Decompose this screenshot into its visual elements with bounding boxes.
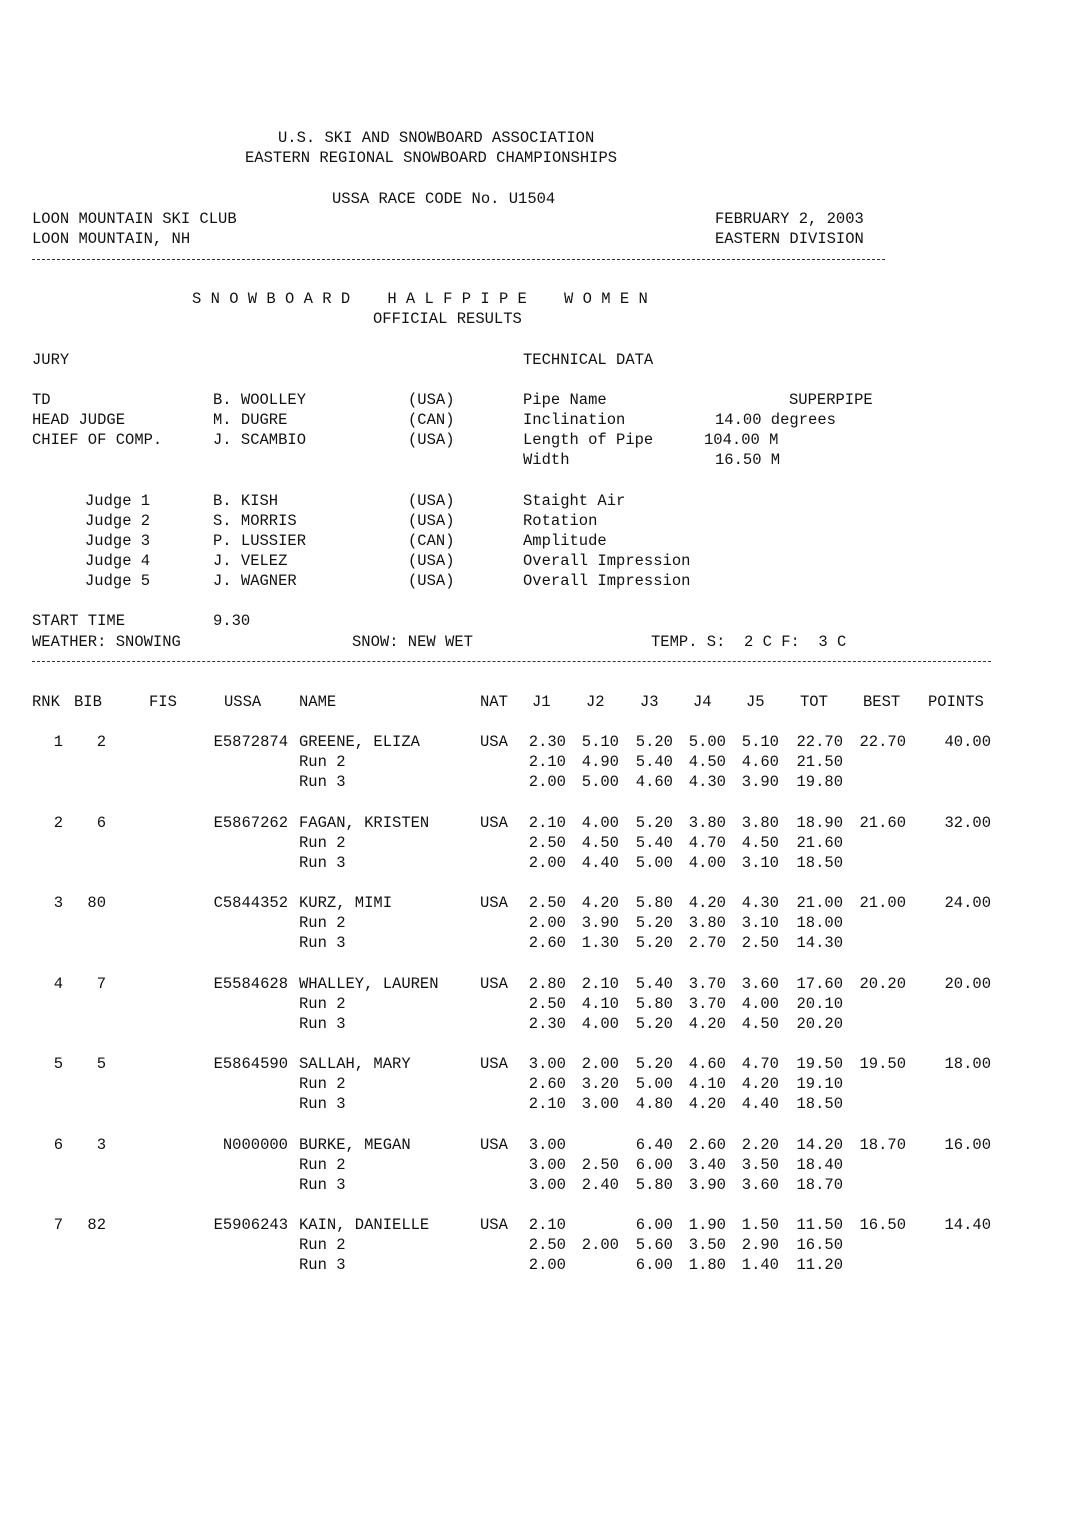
judge-score-j4: 5.00	[688, 733, 726, 751]
judge-score-j4: 3.40	[688, 1156, 726, 1174]
run-total: 18.00	[796, 914, 843, 932]
judge-score-j1: 2.10	[528, 1095, 566, 1113]
judge-score-j4: 4.30	[688, 773, 726, 791]
judge-score-j5: 4.60	[741, 753, 779, 771]
judge-score-j5: 3.80	[741, 814, 779, 832]
judge-criterion: Staight Air	[523, 492, 626, 510]
length-label: Length of Pipe	[523, 431, 654, 449]
judge-score-j3: 5.80	[635, 995, 673, 1013]
race-code: USSA RACE CODE No. U1504	[332, 190, 556, 208]
run-label: Run 2	[299, 995, 346, 1013]
judge-score-j4: 3.50	[688, 1236, 726, 1254]
pipe-name: SUPERPIPE	[789, 391, 873, 409]
official-nat: (CAN)	[408, 411, 455, 429]
run-total: 22.70	[796, 733, 843, 751]
judge-score-j2: 4.20	[581, 894, 619, 912]
run-label: Run 2	[299, 914, 346, 932]
judge-score-j5: 4.40	[741, 1095, 779, 1113]
judge-score-j1: 3.00	[528, 1136, 566, 1154]
result-points: 24.00	[944, 894, 991, 912]
judge-score-j4: 3.90	[688, 1176, 726, 1194]
judge-score-j5: 1.50	[741, 1216, 779, 1234]
judge-criterion: Overall Impression	[523, 572, 691, 590]
judge-score-j5: 5.10	[741, 733, 779, 751]
judge-score-j2: 4.10	[581, 995, 619, 1013]
judge-score-j4: 4.20	[688, 1095, 726, 1113]
column-header-j2: J2	[586, 693, 605, 711]
judge-score-j2: 3.00	[581, 1095, 619, 1113]
result-rank: 6	[53, 1136, 63, 1154]
judge-score-j1: 2.80	[528, 975, 566, 993]
judge-score-j4: 3.80	[688, 814, 726, 832]
run-total: 20.20	[796, 1015, 843, 1033]
result-ussa-code: C5844352	[213, 894, 288, 912]
judge-score-j2: 5.10	[581, 733, 619, 751]
judge-score-j3: 5.40	[635, 753, 673, 771]
judge-score-j1: 2.30	[528, 1015, 566, 1033]
judge-score-j5: 4.70	[741, 1055, 779, 1073]
judge-nat: (USA)	[408, 552, 455, 570]
run-total: 19.50	[796, 1055, 843, 1073]
judge-name: J. WAGNER	[213, 572, 297, 590]
official-name: M. DUGRE	[213, 411, 288, 429]
result-athlete-name: BURKE, MEGAN	[299, 1136, 411, 1154]
result-nation: USA	[480, 733, 508, 751]
column-header-nat: NAT	[480, 693, 508, 711]
result-bib: 7	[96, 975, 106, 993]
result-best-score: 21.00	[859, 894, 906, 912]
judge-nat: (USA)	[408, 512, 455, 530]
judge-score-j2: 4.50	[581, 834, 619, 852]
official-nat: (USA)	[408, 391, 455, 409]
result-points: 18.00	[944, 1055, 991, 1073]
run-total: 18.90	[796, 814, 843, 832]
run-total: 16.50	[796, 1236, 843, 1254]
result-athlete-name: WHALLEY, LAUREN	[299, 975, 439, 993]
run-label: Run 3	[299, 1176, 346, 1194]
inclination-label: Inclination	[523, 411, 626, 429]
judge-score-j3: 4.80	[635, 1095, 673, 1113]
judge-score-j1: 2.10	[528, 1216, 566, 1234]
divider-top	[32, 259, 885, 260]
start-time-label: START TIME	[32, 612, 126, 630]
judge-score-j3: 6.00	[635, 1216, 673, 1234]
run-label: Run 3	[299, 1256, 346, 1274]
judge-score-j5: 1.40	[741, 1256, 779, 1274]
run-label: Run 2	[299, 1156, 346, 1174]
result-rank: 4	[53, 975, 63, 993]
judge-name: J. VELEZ	[213, 552, 288, 570]
judge-score-j2: 4.00	[581, 814, 619, 832]
judge-score-j3: 5.80	[635, 1176, 673, 1194]
judge-score-j5: 4.30	[741, 894, 779, 912]
judge-score-j5: 2.20	[741, 1136, 779, 1154]
result-bib: 2	[96, 733, 106, 751]
judge-score-j1: 2.50	[528, 894, 566, 912]
judge-role: Judge 3	[85, 532, 151, 550]
result-nation: USA	[480, 1055, 508, 1073]
run-total: 14.20	[796, 1136, 843, 1154]
judge-score-j4: 4.20	[688, 894, 726, 912]
judge-score-j1: 2.00	[528, 854, 566, 872]
official-role: HEAD JUDGE	[32, 411, 126, 429]
judge-score-j2: 1.30	[581, 934, 619, 952]
run-total: 21.00	[796, 894, 843, 912]
run-label: Run 3	[299, 934, 346, 952]
result-points: 20.00	[944, 975, 991, 993]
judge-score-j5: 2.50	[741, 934, 779, 952]
judge-name: P. LUSSIER	[213, 532, 307, 550]
result-best-score: 16.50	[859, 1216, 906, 1234]
column-header-best: BEST	[863, 693, 901, 711]
judge-score-j3: 5.20	[635, 733, 673, 751]
judge-score-j1: 3.00	[528, 1156, 566, 1174]
judge-score-j1: 2.00	[528, 773, 566, 791]
judge-score-j4: 1.80	[688, 1256, 726, 1274]
result-bib: 5	[96, 1055, 106, 1073]
judge-score-j2: 2.10	[581, 975, 619, 993]
judge-score-j4: 3.70	[688, 995, 726, 1013]
run-total: 20.10	[796, 995, 843, 1013]
start-time: 9.30	[213, 612, 251, 630]
judge-score-j2: 3.20	[581, 1075, 619, 1093]
judge-score-j1: 2.10	[528, 814, 566, 832]
judge-score-j4: 4.60	[688, 1055, 726, 1073]
result-best-score: 21.60	[859, 814, 906, 832]
column-header-points: POINTS	[928, 693, 984, 711]
judge-criterion: Overall Impression	[523, 552, 691, 570]
run-label: Run 2	[299, 834, 346, 852]
result-best-score: 19.50	[859, 1055, 906, 1073]
judge-score-j4: 4.50	[688, 753, 726, 771]
result-bib: 82	[87, 1216, 106, 1234]
judge-score-j5: 3.90	[741, 773, 779, 791]
result-nation: USA	[480, 894, 508, 912]
result-athlete-name: KURZ, MIMI	[299, 894, 393, 912]
judge-score-j2: 3.90	[581, 914, 619, 932]
run-total: 17.60	[796, 975, 843, 993]
result-points: 16.00	[944, 1136, 991, 1154]
judge-score-j1: 2.50	[528, 834, 566, 852]
judge-score-j1: 3.00	[528, 1055, 566, 1073]
judge-score-j5: 2.90	[741, 1236, 779, 1254]
result-best-score: 18.70	[859, 1136, 906, 1154]
column-header-j4: J4	[693, 693, 712, 711]
run-total: 19.10	[796, 1075, 843, 1093]
judge-score-j2: 2.40	[581, 1176, 619, 1194]
result-rank: 2	[53, 814, 63, 832]
judge-role: Judge 2	[85, 512, 151, 530]
judge-score-j3: 5.20	[635, 1055, 673, 1073]
judge-nat: (CAN)	[408, 532, 455, 550]
jury-heading: JURY	[32, 351, 70, 369]
judge-score-j1: 2.50	[528, 995, 566, 1013]
judge-score-j2: 4.40	[581, 854, 619, 872]
run-label: Run 3	[299, 773, 346, 791]
column-header-j5: J5	[746, 693, 765, 711]
result-rank: 3	[53, 894, 63, 912]
judge-score-j1: 2.10	[528, 753, 566, 771]
width-label: Width	[523, 451, 570, 469]
run-label: Run 3	[299, 854, 346, 872]
judge-score-j4: 3.70	[688, 975, 726, 993]
result-ussa-code: N000000	[222, 1136, 288, 1154]
judge-score-j4: 1.90	[688, 1216, 726, 1234]
column-header-ussa: USSA	[224, 693, 262, 711]
judge-score-j3: 5.20	[635, 914, 673, 932]
column-header-bib: BIB	[74, 693, 102, 711]
official-nat: (USA)	[408, 431, 455, 449]
judge-role: Judge 1	[85, 492, 151, 510]
club-name: LOON MOUNTAIN SKI CLUB	[32, 210, 237, 228]
judge-score-j5: 3.60	[741, 975, 779, 993]
judge-score-j1: 2.50	[528, 1236, 566, 1254]
judge-score-j3: 5.60	[635, 1236, 673, 1254]
judge-score-j5: 3.10	[741, 854, 779, 872]
result-rank: 1	[53, 733, 63, 751]
judge-score-j3: 5.00	[635, 854, 673, 872]
judge-score-j3: 5.80	[635, 894, 673, 912]
run-total: 18.50	[796, 1095, 843, 1113]
run-total: 18.50	[796, 854, 843, 872]
location: LOON MOUNTAIN, NH	[32, 230, 191, 248]
event-date: FEBRUARY 2, 2003	[715, 210, 864, 228]
official-name: B. WOOLLEY	[213, 391, 307, 409]
run-label: Run 2	[299, 753, 346, 771]
judge-score-j5: 4.50	[741, 834, 779, 852]
inclination-value: 14.00 degrees	[715, 411, 836, 429]
width-value: 16.50 M	[715, 451, 781, 469]
judge-role: Judge 4	[85, 552, 151, 570]
judge-nat: (USA)	[408, 492, 455, 510]
judge-score-j3: 4.60	[635, 773, 673, 791]
column-header-j1: J1	[532, 693, 551, 711]
judge-score-j2: 4.90	[581, 753, 619, 771]
judge-score-j5: 3.10	[741, 914, 779, 932]
divider-results	[32, 661, 991, 662]
run-total: 21.60	[796, 834, 843, 852]
judge-criterion: Rotation	[523, 512, 598, 530]
result-ussa-code: E5867262	[213, 814, 288, 832]
length-value: 104.00 M	[704, 431, 779, 449]
judge-score-j3: 5.40	[635, 975, 673, 993]
judge-score-j3: 5.20	[635, 1015, 673, 1033]
judge-name: B. KISH	[213, 492, 279, 510]
run-label: Run 2	[299, 1236, 346, 1254]
discipline-title: S N O W B O A R D H A L F P I P E W O M E N	[192, 290, 648, 308]
judge-score-j3: 6.00	[635, 1256, 673, 1274]
official-role: CHIEF OF COMP.	[32, 431, 163, 449]
judge-score-j3: 5.20	[635, 814, 673, 832]
judge-score-j2: 4.00	[581, 1015, 619, 1033]
judge-score-j3: 5.00	[635, 1075, 673, 1093]
column-header-rnk: RNK	[32, 693, 60, 711]
judge-score-j5: 4.50	[741, 1015, 779, 1033]
judge-score-j4: 2.70	[688, 934, 726, 952]
pipe-name-label: Pipe Name	[523, 391, 607, 409]
result-ussa-code: E5584628	[213, 975, 288, 993]
judge-score-j3: 6.00	[635, 1156, 673, 1174]
judge-score-j1: 3.00	[528, 1176, 566, 1194]
result-ussa-code: E5906243	[213, 1216, 288, 1234]
judge-score-j1: 2.60	[528, 1075, 566, 1093]
result-rank: 7	[53, 1216, 63, 1234]
column-header-j3: J3	[640, 693, 659, 711]
run-label: Run 3	[299, 1095, 346, 1113]
run-total: 14.30	[796, 934, 843, 952]
division: EASTERN DIVISION	[715, 230, 864, 248]
judge-score-j2: 2.50	[581, 1156, 619, 1174]
run-total: 21.50	[796, 753, 843, 771]
result-athlete-name: FAGAN, KRISTEN	[299, 814, 430, 832]
judge-score-j4: 4.20	[688, 1015, 726, 1033]
judge-score-j3: 5.40	[635, 834, 673, 852]
result-points: 14.40	[944, 1216, 991, 1234]
temperature: TEMP. S: 2 C F: 3 C	[651, 633, 847, 651]
result-bib: 80	[87, 894, 106, 912]
judge-score-j4: 3.80	[688, 914, 726, 932]
weather: WEATHER: SNOWING	[32, 633, 181, 651]
snow: SNOW: NEW WET	[352, 633, 473, 651]
org-title: U.S. SKI AND SNOWBOARD ASSOCIATION	[278, 129, 595, 147]
result-points: 40.00	[944, 733, 991, 751]
judge-nat: (USA)	[408, 572, 455, 590]
official-role: TD	[32, 391, 51, 409]
result-best-score: 20.20	[859, 975, 906, 993]
judge-score-j4: 2.60	[688, 1136, 726, 1154]
judge-score-j1: 2.60	[528, 934, 566, 952]
judge-score-j1: 2.00	[528, 914, 566, 932]
judge-score-j2: 2.00	[581, 1055, 619, 1073]
judge-score-j2: 5.00	[581, 773, 619, 791]
official-name: J. SCAMBIO	[213, 431, 307, 449]
run-label: Run 2	[299, 1075, 346, 1093]
result-nation: USA	[480, 814, 508, 832]
technical-heading: TECHNICAL DATA	[523, 351, 654, 369]
column-header-name: NAME	[299, 693, 337, 711]
event-title: EASTERN REGIONAL SNOWBOARD CHAMPIONSHIPS	[245, 149, 618, 167]
run-total: 11.50	[796, 1216, 843, 1234]
result-bib: 3	[96, 1136, 106, 1154]
result-ussa-code: E5872874	[213, 733, 288, 751]
judge-score-j5: 4.20	[741, 1075, 779, 1093]
result-nation: USA	[480, 975, 508, 993]
judge-criterion: Amplitude	[523, 532, 607, 550]
result-athlete-name: SALLAH, MARY	[299, 1055, 411, 1073]
official-results-label: OFFICIAL RESULTS	[373, 310, 522, 328]
judge-score-j2: 2.00	[581, 1236, 619, 1254]
judge-score-j4: 4.00	[688, 854, 726, 872]
judge-score-j3: 6.40	[635, 1136, 673, 1154]
run-total: 11.20	[796, 1256, 843, 1274]
result-best-score: 22.70	[859, 733, 906, 751]
judge-score-j4: 4.70	[688, 834, 726, 852]
judge-score-j1: 2.30	[528, 733, 566, 751]
result-ussa-code: E5864590	[213, 1055, 288, 1073]
column-header-fis: FIS	[149, 693, 177, 711]
result-bib: 6	[96, 814, 106, 832]
run-total: 18.70	[796, 1176, 843, 1194]
judge-score-j1: 2.00	[528, 1256, 566, 1274]
result-athlete-name: KAIN, DANIELLE	[299, 1216, 430, 1234]
judge-role: Judge 5	[85, 572, 151, 590]
run-total: 18.40	[796, 1156, 843, 1174]
column-header-tot: TOT	[800, 693, 828, 711]
judge-score-j5: 3.60	[741, 1176, 779, 1194]
judge-name: S. MORRIS	[213, 512, 297, 530]
result-rank: 5	[53, 1055, 63, 1073]
result-athlete-name: GREENE, ELIZA	[299, 733, 420, 751]
judge-score-j4: 4.10	[688, 1075, 726, 1093]
judge-score-j5: 4.00	[741, 995, 779, 1013]
result-nation: USA	[480, 1136, 508, 1154]
judge-score-j3: 5.20	[635, 934, 673, 952]
judge-score-j5: 3.50	[741, 1156, 779, 1174]
result-nation: USA	[480, 1216, 508, 1234]
result-points: 32.00	[944, 814, 991, 832]
run-total: 19.80	[796, 773, 843, 791]
run-label: Run 3	[299, 1015, 346, 1033]
